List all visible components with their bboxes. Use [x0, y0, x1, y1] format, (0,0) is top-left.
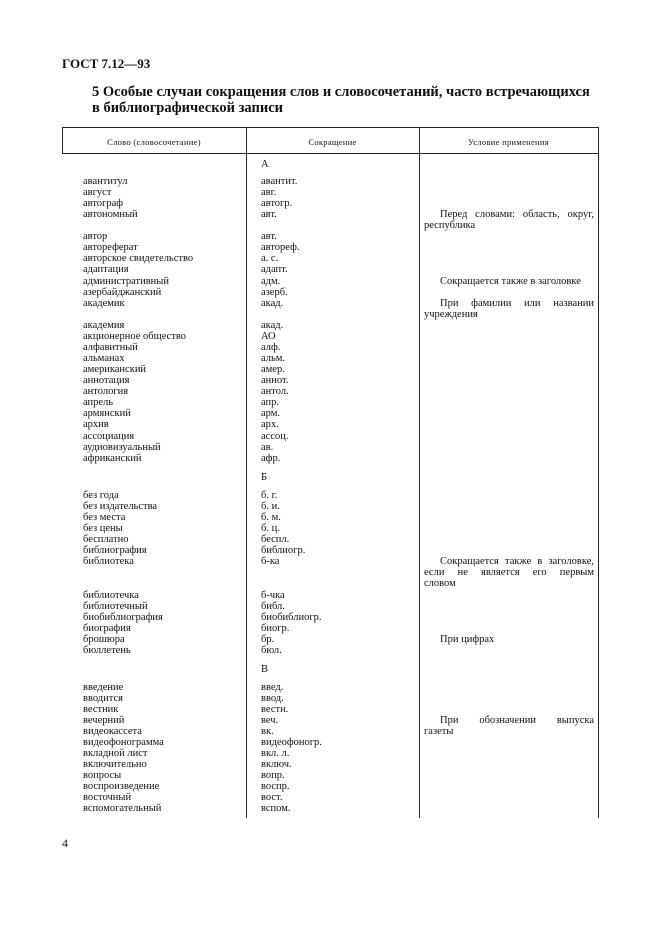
abbreviation-cell: адапт. — [261, 264, 288, 275]
abbreviation-cell: бр. — [261, 634, 275, 645]
condition-cell — [424, 556, 594, 589]
word-cell: американский — [83, 364, 147, 375]
abbreviation-cell: азерб. — [261, 287, 288, 298]
word-cell: апрель — [83, 397, 114, 408]
word-cell: август — [83, 187, 112, 198]
abbreviation-cell: автогр. — [261, 198, 293, 209]
condition-line: При цифрах — [440, 634, 495, 645]
word-cell: армянский — [83, 408, 131, 419]
word-cell: биобиблиография — [83, 612, 163, 623]
group-letter: А — [261, 159, 269, 170]
word-cell: акционерное общество — [83, 331, 187, 342]
word-cell: библиотека — [83, 556, 134, 567]
word-cell: ассоциация — [83, 431, 135, 442]
word-cell: административный — [83, 276, 169, 287]
condition-line: Сокращается также в заголовке — [440, 276, 581, 287]
column-divider-1 — [246, 127, 247, 818]
abbreviation-cell: воспр. — [261, 781, 290, 792]
abbreviation-cell: вестн. — [261, 704, 289, 715]
abbreviation-cell: б-чка — [261, 590, 285, 601]
abbreviation-cell: адм. — [261, 276, 281, 287]
table-right-border — [598, 127, 599, 818]
word-cell: видеофонограмма — [83, 737, 164, 748]
word-cell: без места — [83, 512, 126, 523]
word-cell: бесплатно — [83, 534, 129, 545]
abbreviation-cell: биобиблиогр. — [261, 612, 322, 623]
abbreviation-cell: вопр. — [261, 770, 285, 781]
abbreviation-cell: афр. — [261, 453, 281, 464]
abbreviation-cell: АО — [261, 331, 276, 342]
page-number: 4 — [62, 836, 68, 850]
abbreviation-cell: авт. — [261, 209, 277, 220]
word-cell: архив — [83, 419, 109, 430]
abbreviation-cell: алф. — [261, 342, 281, 353]
condition-cell — [424, 298, 594, 320]
column-header-word: Слово (словосочетание) — [107, 137, 201, 147]
word-cell: академия — [83, 320, 125, 331]
abbreviation-cell: вост. — [261, 792, 283, 803]
condition-line: республика — [424, 220, 476, 231]
word-cell: библиография — [83, 545, 147, 556]
abbreviation-cell: авт. — [261, 231, 277, 242]
abbreviation-cell: б. г. — [261, 490, 278, 501]
abbreviation-cell: биогр. — [261, 623, 290, 634]
word-cell: азербайджанский — [83, 287, 162, 298]
section-title-line-1: 5 Особые случаи сокращения слов и словосочетаний, часто встречающихся — [92, 84, 590, 100]
condition-line: Перед словами: область, округ, — [440, 209, 594, 220]
abbreviation-cell: ввод. — [261, 693, 284, 704]
abbreviation-cell: амер. — [261, 364, 285, 375]
word-cell: без цены — [83, 523, 123, 534]
condition-line: Сокращается также в заголовке, — [440, 556, 594, 567]
word-cell: автореферат — [83, 242, 138, 253]
table-header-border — [62, 153, 599, 154]
condition-line: При обозначении выпуска — [440, 715, 594, 726]
abbreviation-cell: акад. — [261, 298, 284, 309]
word-cell: биография — [83, 623, 131, 634]
abbreviation-cell: б. м. — [261, 512, 281, 523]
condition-line: словом — [424, 578, 456, 589]
condition-cell — [424, 634, 594, 645]
word-cell: воспроизведение — [83, 781, 160, 792]
word-cell: без года — [83, 490, 119, 501]
condition-cell — [424, 209, 594, 231]
word-cell: африканский — [83, 453, 142, 464]
abbreviation-cell: видеофоногр. — [261, 737, 322, 748]
group-letter: В — [261, 664, 269, 675]
condition-line: газеты — [424, 726, 454, 737]
abbreviation-cell: апр. — [261, 397, 280, 408]
abbreviation-cell: акад. — [261, 320, 284, 331]
word-cell: антология — [83, 386, 129, 397]
word-cell: алфавитный — [83, 342, 138, 353]
word-cell: восточный — [83, 792, 132, 803]
word-cell: вкладной лист — [83, 748, 148, 759]
abbreviation-cell: вк. — [261, 726, 274, 737]
word-cell: введение — [83, 682, 124, 693]
word-cell: вспомогательный — [83, 803, 162, 814]
condition-line: учреждения — [424, 309, 478, 320]
word-cell: видеокассета — [83, 726, 142, 737]
word-cell: академик — [83, 298, 125, 309]
word-cell: автограф — [83, 198, 124, 209]
abbreviation-cell: беспл. — [261, 534, 290, 545]
table-top-border — [62, 127, 599, 128]
abbreviation-cell: арх. — [261, 419, 279, 430]
condition-cell — [424, 715, 594, 737]
abbreviation-cell: ассоц. — [261, 431, 289, 442]
section-title — [92, 84, 592, 116]
word-cell: вечерний — [83, 715, 125, 726]
word-cell: автор — [83, 231, 108, 242]
abbreviation-cell: введ. — [261, 682, 284, 693]
word-cell: библиотечный — [83, 601, 148, 612]
word-cell: аудиовизуальный — [83, 442, 161, 453]
column-header-abbr: Сокращение — [308, 137, 357, 147]
abbreviation-cell: веч. — [261, 715, 279, 726]
word-cell: бюллетень — [83, 645, 131, 656]
word-cell: адаптация — [83, 264, 129, 275]
word-cell: авторское свидетельство — [83, 253, 194, 264]
abbreviation-cell: б. ц. — [261, 523, 280, 534]
abbreviation-cell: арм. — [261, 408, 281, 419]
abbreviation-cell: вспом. — [261, 803, 291, 814]
abbreviation-cell: ав. — [261, 442, 274, 453]
abbreviation-cell: б. и. — [261, 501, 280, 512]
column-divider-2 — [419, 127, 420, 818]
abbreviation-cell: бюл. — [261, 645, 282, 656]
word-cell: вводится — [83, 693, 123, 704]
column-header-cond: Условие применения — [468, 137, 549, 147]
document-header: ГОСТ 7.12—93 — [62, 56, 151, 71]
abbreviation-cell: авантит. — [261, 176, 298, 187]
abbreviation-cell: а. с. — [261, 253, 279, 264]
word-cell: аннотация — [83, 375, 130, 386]
abbreviation-cell: включ. — [261, 759, 292, 770]
word-cell: альманах — [83, 353, 125, 364]
abbreviation-cell: альм. — [261, 353, 286, 364]
abbreviation-cell: антол. — [261, 386, 289, 397]
abbreviation-cell: вкл. л. — [261, 748, 290, 759]
abbreviation-cell: авг. — [261, 187, 277, 198]
word-cell: брошюра — [83, 634, 125, 645]
word-cell: вопросы — [83, 770, 122, 781]
word-cell: авантитул — [83, 176, 128, 187]
section-title-line-2: в библиографической записи — [92, 100, 283, 116]
condition-line: При фамилии или названии — [440, 298, 594, 309]
word-cell: вестник — [83, 704, 119, 715]
word-cell: включительно — [83, 759, 147, 770]
abbreviation-cell: аннот. — [261, 375, 289, 386]
condition-line: если не является его первым — [424, 567, 594, 578]
abbreviation-cell: б-ка — [261, 556, 280, 567]
condition-cell — [424, 276, 594, 287]
word-cell: без издательства — [83, 501, 158, 512]
abbreviation-cell: автореф. — [261, 242, 300, 253]
abbreviation-cell: библиогр. — [261, 545, 306, 556]
word-cell: библиотечка — [83, 590, 139, 601]
abbreviation-cell: библ. — [261, 601, 285, 612]
group-letter: Б — [261, 472, 268, 483]
word-cell: автономный — [83, 209, 138, 220]
